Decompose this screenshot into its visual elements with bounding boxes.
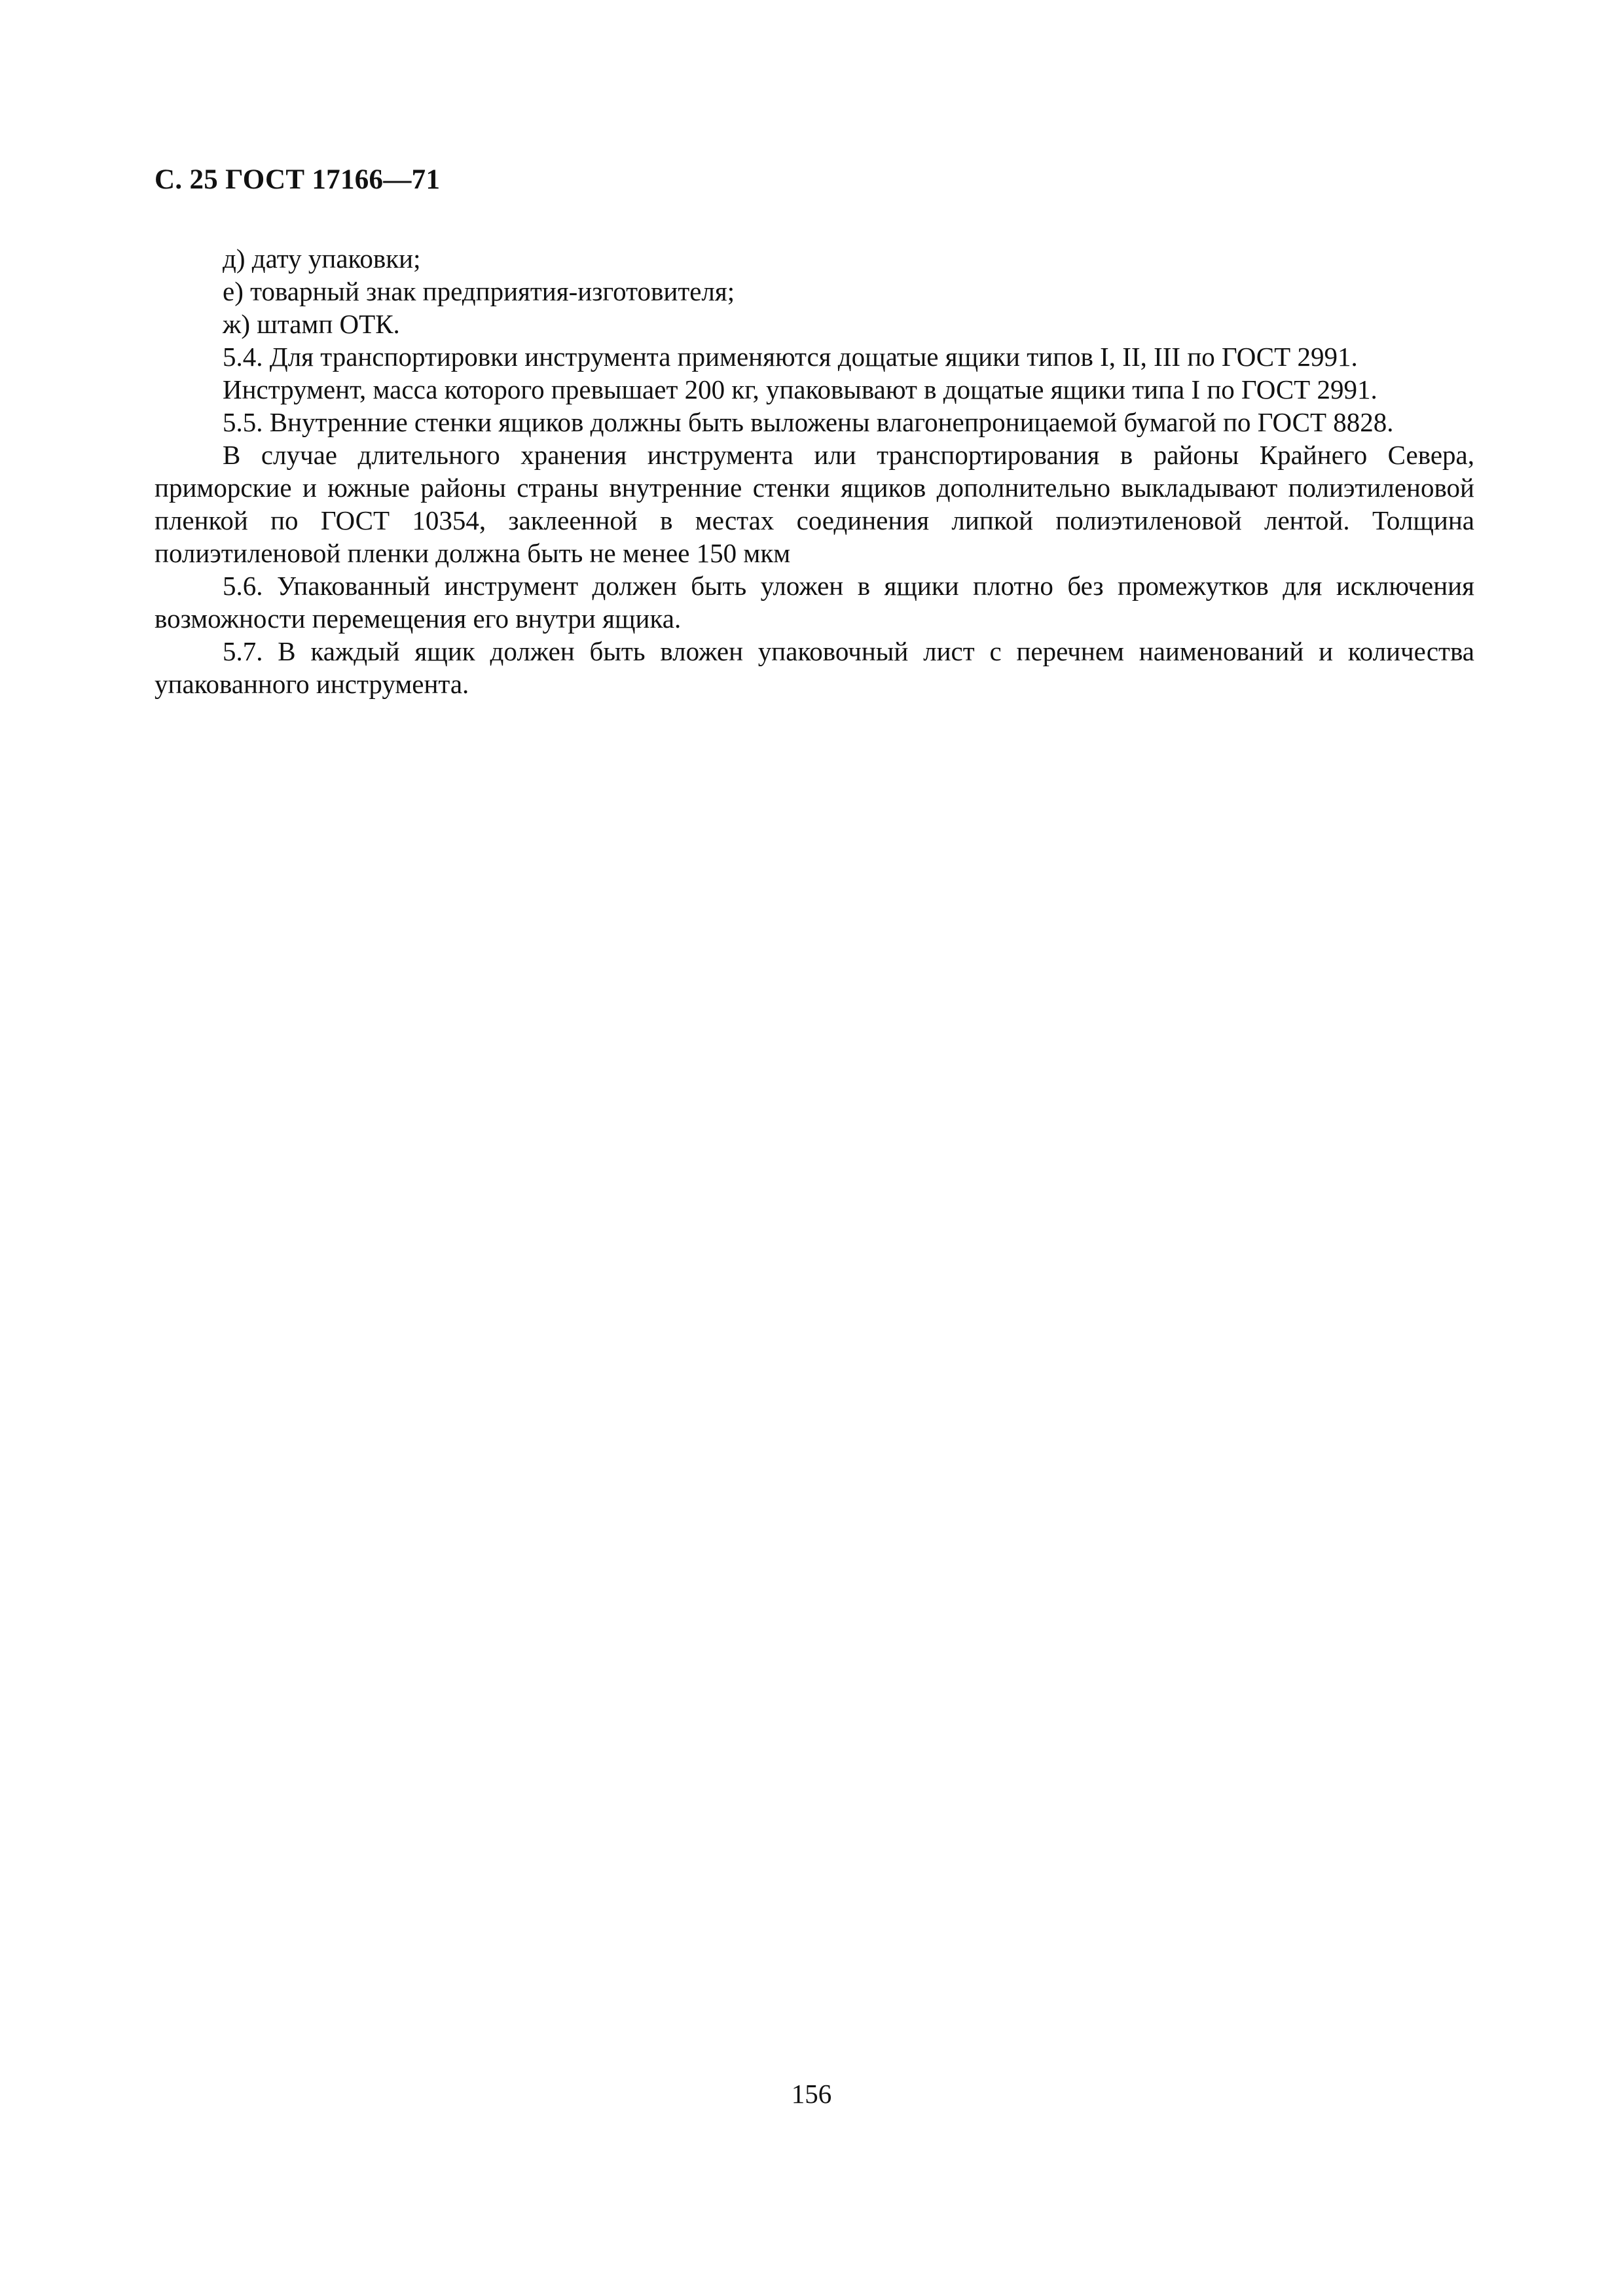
list-item-d: д) дату упаковки;: [223, 243, 421, 274]
clause-5-7: 5.7. В каждый ящик должен быть вложен упаковочный лист с перечнем наименований и количества упакованного инструмента.: [155, 636, 1474, 699]
clause-5-5-paragraph: В случае длительного хранения инструмента или транспортирования в районы Крайнего Севера, приморские и южные районы страны внутренние стенки ящиков дополнительно выкладывают полиэтиленовой пленкой по ГОСТ 10354, заклеенной в местах соединения липкой полиэтиленовой лентой. Толщина полиэтиленовой пленки должна быть не менее 150 мкм: [155, 440, 1474, 568]
list-item-zh: ж) штамп ОТК.: [223, 309, 400, 339]
document-body: [155, 242, 1474, 700]
clause-5-6: 5.6. Упакованный инструмент должен быть уложен в ящики плотно без промежутков для исключения возможности перемещения его внутри ящика.: [155, 571, 1474, 634]
clause-5-5: 5.5. Внутренние стенки ящиков должны быть выложены влагонепроницаемой бумагой по ГОСТ 8828.: [223, 407, 1394, 437]
list-item-e: е) товарный знак предприятия-изготовителя;: [223, 276, 735, 306]
page-header: С. 25 ГОСТ 17166—71: [155, 164, 441, 195]
clause-5-4-paragraph: Инструмент, масса которого превышает 200 кг, упаковывают в дощатые ящики типа I по ГОСТ 2991.: [223, 374, 1377, 404]
clause-5-4: 5.4. Для транспортировки инструмента применяются дощатые ящики типов I, II, III по ГОСТ 2991.: [223, 342, 1358, 372]
page-number: 156: [791, 2079, 832, 2109]
